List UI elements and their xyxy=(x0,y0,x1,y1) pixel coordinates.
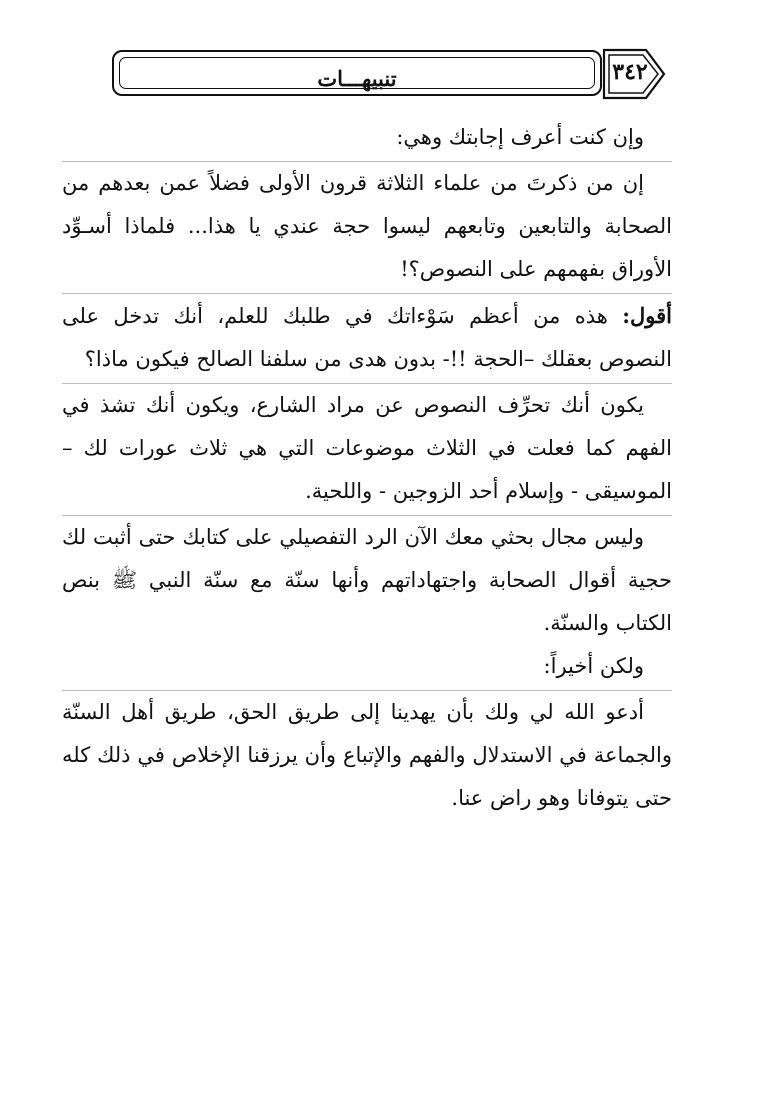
page-number-tab xyxy=(602,46,668,102)
header-frame xyxy=(112,50,602,96)
paragraph-intro: وإن كنت أعرف إجابتك وهي: xyxy=(396,125,644,149)
paragraph-finally: ولكن أخيراً: xyxy=(543,654,644,678)
reply-lead-word: أقول: xyxy=(622,303,672,328)
header-inner-frame xyxy=(119,57,595,89)
reply-text: هذه من أعظم سَوْءاتك في طلبك للعلم، أنك تدخل على النصوص بعقلك –الحجة !!- بدون هدى من سلفنا الصالح فيكون ماذا؟ xyxy=(62,304,672,371)
page-header xyxy=(112,46,668,102)
paragraph-reply xyxy=(62,294,672,381)
running-title: تنبيهـــات xyxy=(317,66,397,91)
paragraph-quoted-claim: إن من ذكرتَ من علماء الثلاثة قرون الأولى فضلاً عمن بعدهم من الصحابة والتابعين وتابعهم ليسوا حجة عندي يا هذا... فلماذا أسـوِّد الأوراق بفهمهم على النصوص؟! xyxy=(62,171,672,281)
page-number: ٣٤٢ xyxy=(612,59,648,85)
paragraph-scope: وليس مجال بحثي معك الآن الرد التفصيلي على كتابك حتى أثبت لك حجية أقوال الصحابة واجتهاداتهم وأنها سنّة مع سنّة النبي ﷺ بنص الكتاب والسنّة. xyxy=(62,525,672,635)
paragraph-supplication: أدعو الله لي ولك بأن يهدينا إلى طريق الحق، طريق أهل السنّة والجماعة في الاستدلال والفهم والإتباع وأن يرزقنا الإخلاص في ذلك كله حتى يتوفانا وهو راض عنا. xyxy=(62,700,672,810)
page-body xyxy=(62,116,672,820)
paragraph-consequence: يكون أنك تحرِّف النصوص عن مراد الشارع، ويكون أنك تشذ في الفهم كما فعلت في الثلاث موضوعات التي هي ثلاث عورات لك – الموسيقى - وإسلام أحد الزوجين - واللحية. xyxy=(62,393,672,503)
